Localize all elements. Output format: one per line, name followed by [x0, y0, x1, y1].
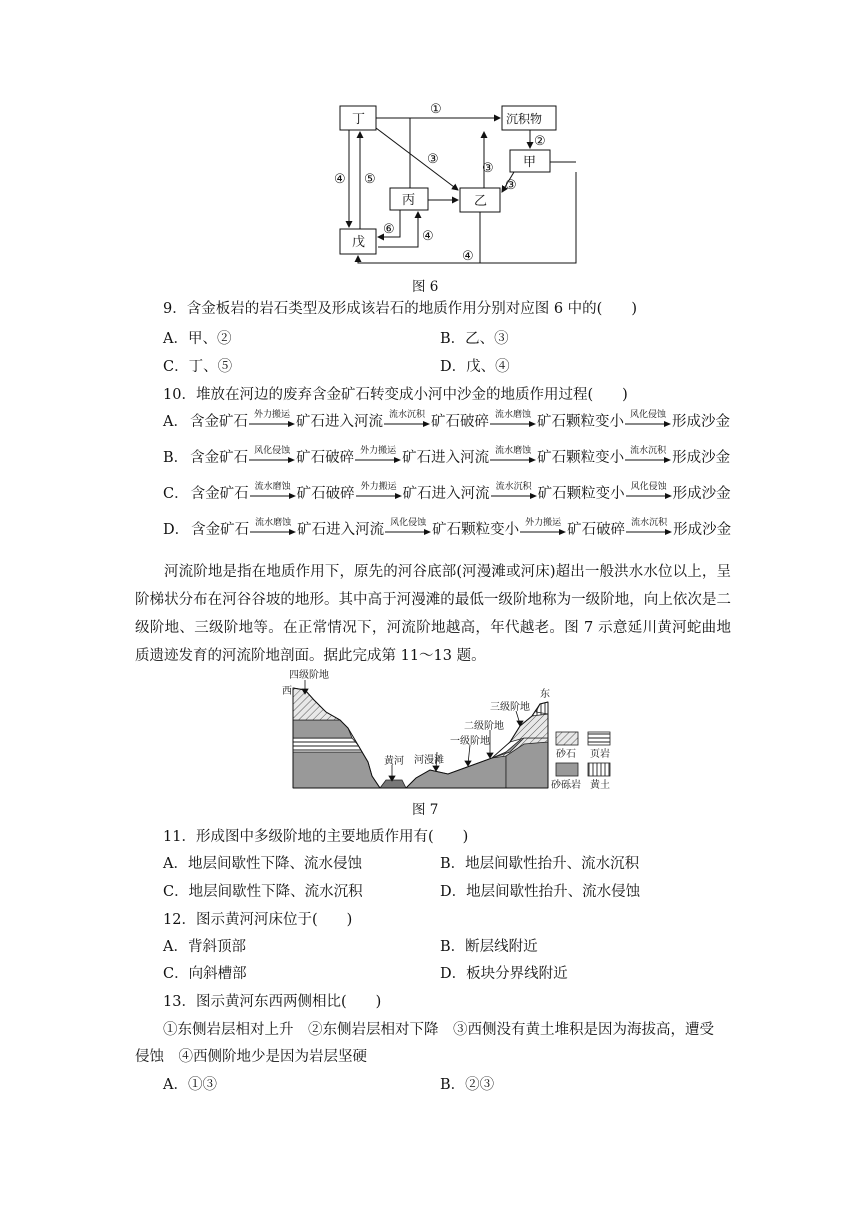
arrow-label-6: ⑥	[383, 222, 395, 237]
option-letter: C．	[163, 486, 189, 502]
figure-7-diagram	[280, 668, 620, 796]
arrow-label-3a: ③	[505, 178, 517, 193]
flow-step: 矿石进入河流	[297, 522, 385, 538]
process-label: 风化侵蚀	[390, 518, 427, 528]
q13-option-b: B．②③	[440, 1077, 495, 1093]
legend-swatch-loess	[588, 763, 610, 776]
process-label: 外力搬运	[525, 518, 562, 528]
arrow-label-3b: ③	[427, 152, 439, 167]
label-jia: 甲	[523, 155, 537, 170]
q13-option-a: A．①③	[163, 1077, 217, 1093]
label-sediment: 沉积物	[506, 112, 543, 126]
flow-step: 含金矿石	[189, 414, 248, 430]
process-label: 外力搬运	[360, 446, 397, 456]
process-arrow	[385, 518, 431, 536]
arrow-right-icon	[249, 456, 295, 464]
q13-statements-line1: ①东侧岩层相对上升 ②东侧岩层相对下降 ③西侧没有黄土堆积是因为海拔高，遭受	[163, 1022, 714, 1038]
flow-step: 矿石进入河流	[402, 450, 490, 466]
flow-step: 矿石破碎	[567, 522, 626, 538]
process-arrow	[250, 482, 296, 500]
legend-swatch-sandstone	[556, 732, 578, 745]
flow-step: 形成沙金	[672, 486, 731, 502]
process-label: 流水沉积	[388, 410, 425, 420]
process-label: 流水磨蚀	[494, 410, 531, 420]
process-arrow	[625, 446, 671, 464]
arrow-label-4b: ④	[422, 229, 434, 244]
arrow-right-icon	[490, 456, 536, 464]
process-label: 风化侵蚀	[629, 410, 666, 420]
label-terrace3: 三级阶地	[490, 702, 530, 713]
label-river: 黄河	[384, 756, 404, 767]
arrow-right-icon	[356, 492, 402, 500]
arrow-right-icon	[250, 528, 296, 536]
process-arrow	[249, 446, 295, 464]
q12-option-d: D．板块分界线附近	[440, 966, 568, 982]
question-13-stem: 13．图示黄河东西两侧相比( )	[163, 994, 382, 1010]
legend-conglomerate: 砂砾岩	[551, 780, 581, 791]
process-label: 流水磨蚀	[255, 518, 292, 528]
label-floodplain: 河漫滩	[414, 755, 444, 766]
process-label: 流水沉积	[495, 482, 532, 492]
q11-option-a: A．地层间歇性下降、流水侵蚀	[163, 856, 362, 872]
arrow-label-2: ②	[534, 134, 546, 149]
question-10-stem: 10．堆放在河边的废弃含金矿石转变成小河中沙金的地质作用过程( )	[163, 387, 628, 403]
arrow-right-icon	[626, 492, 672, 500]
flow-step: 矿石颗粒变小	[536, 414, 624, 430]
process-label: 流水磨蚀	[495, 446, 532, 456]
arrow-right-icon	[249, 420, 295, 428]
process-label: 风化侵蚀	[254, 446, 291, 456]
legend-swatch-shale	[588, 732, 610, 745]
arrow-label-3c: ③	[482, 161, 494, 176]
q11-option-c: C．地层间歇性下降、流水沉积	[163, 884, 363, 900]
q13-statements-line2: 侵蚀 ④西侧阶地少是因为岩层坚硬	[135, 1049, 367, 1065]
process-label: 流水磨蚀	[254, 482, 291, 492]
process-arrow	[626, 518, 672, 536]
figure-6-diagram	[330, 98, 590, 270]
arrow-right-icon	[491, 492, 537, 500]
figure-7-caption: 图 7	[412, 802, 439, 818]
process-label: 流水沉积	[631, 518, 668, 528]
flow-step: 矿石破碎	[430, 414, 489, 430]
flow-step: 形成沙金	[673, 522, 732, 538]
arrow-right-icon	[385, 528, 431, 536]
legend-loess: 黄土	[590, 780, 610, 791]
flow-step: 形成沙金	[672, 450, 731, 466]
arrow-right-icon	[626, 528, 672, 536]
process-arrow	[249, 410, 295, 428]
process-arrow	[384, 410, 430, 428]
flow-step: 含金矿石	[190, 450, 249, 466]
process-arrow	[626, 482, 672, 500]
q12-option-b: B．断层线附近	[440, 939, 538, 955]
legend-shale: 页岩	[590, 749, 610, 760]
legend-swatch-conglomerate	[556, 763, 578, 776]
process-arrow	[356, 482, 402, 500]
arrow-right-icon	[250, 492, 296, 500]
q11-option-b: B．地层间歇性抬升、流水沉积	[440, 856, 640, 872]
arrow-right-icon	[384, 420, 430, 428]
q9-option-d: D．戊、④	[440, 359, 510, 375]
option-letter: D．	[163, 522, 190, 538]
q10-option-d	[163, 518, 731, 539]
process-arrow	[355, 446, 401, 464]
process-arrow	[491, 482, 537, 500]
process-arrow	[490, 410, 536, 428]
legend-sandstone: 砂石	[556, 749, 576, 760]
option-letter: A．	[163, 414, 188, 430]
flow-step: 矿石进入河流	[295, 414, 383, 430]
arrow-right-icon	[490, 420, 536, 428]
label-yi: 乙	[474, 194, 488, 209]
process-label: 外力搬运	[253, 410, 290, 420]
label-ding: 丁	[352, 112, 366, 127]
option-letter: B．	[163, 450, 189, 466]
q10-option-c	[163, 482, 731, 503]
flow-step: 含金矿石	[190, 486, 249, 502]
flow-step: 矿石颗粒变小	[537, 486, 625, 502]
flow-step: 矿石进入河流	[402, 486, 490, 502]
passage-text: 河流阶地是指在地质作用下，原先的河谷底部(河漫滩或河床)超出一般洪水水位以上，呈阶梯状分布在河谷谷坡的地形。其中高于河漫滩的最低一级阶地称为一级阶地，向上依次是二级阶地、三级阶地等。在正常情况下，河流阶地越高，年代越老。图 7 示意延川黄河蛇曲地质遗迹发育的河流阶地剖面。据此完成第 11～13 题。	[135, 564, 731, 664]
flow-step: 形成沙金	[671, 414, 730, 430]
process-label: 外力搬运	[360, 482, 397, 492]
label-terrace4: 四级阶地	[289, 670, 329, 681]
label-east: 东	[540, 689, 550, 700]
arrow-label-4c: ④	[462, 249, 474, 264]
arrow-right-icon	[625, 456, 671, 464]
flow-step: 矿石颗粒变小	[432, 522, 520, 538]
question-11-stem: 11．形成图中多级阶地的主要地质作用有( )	[163, 829, 469, 845]
label-west: 西	[282, 686, 292, 697]
arrow-label-4a: ④	[334, 172, 346, 187]
q12-option-c: C．向斜槽部	[163, 966, 247, 982]
question-9-stem: 9．含金板岩的岩石类型及形成该岩石的地质作用分别对应图 6 中的( )	[163, 301, 637, 317]
process-label: 流水沉积	[630, 446, 667, 456]
arrow-right-icon	[355, 456, 401, 464]
flow-step: 含金矿石	[191, 522, 250, 538]
q10-option-b	[163, 446, 730, 467]
q9-option-a: A．甲、②	[163, 331, 232, 347]
label-terrace2: 二级阶地	[464, 721, 504, 732]
q9-option-b: B．乙、③	[440, 331, 509, 347]
figure-6-caption: 图 6	[412, 279, 439, 295]
process-arrow	[520, 518, 566, 536]
q9-option-c: C．丁、⑤	[163, 359, 233, 375]
arrow-label-5: ⑤	[364, 172, 376, 187]
flow-step: 矿石破碎	[296, 486, 355, 502]
q12-option-a: A．背斜顶部	[163, 939, 246, 955]
arrow-label-1: ①	[430, 102, 442, 117]
q11-option-d: D．地层间歇性抬升、流水侵蚀	[440, 884, 641, 900]
question-12-stem: 12．图示黄河河床位于( )	[163, 912, 353, 928]
label-terrace1: 一级阶地	[450, 736, 490, 747]
process-arrow	[250, 518, 296, 536]
arrow-right-icon	[625, 420, 671, 428]
flow-step: 矿石破碎	[296, 450, 355, 466]
process-label: 风化侵蚀	[630, 482, 667, 492]
process-arrow	[490, 446, 536, 464]
process-arrow	[625, 410, 671, 428]
label-wu: 戊	[352, 235, 366, 250]
q10-option-a	[163, 410, 730, 431]
label-bing: 丙	[402, 193, 416, 208]
flow-step: 矿石颗粒变小	[537, 450, 625, 466]
arrow-right-icon	[520, 528, 566, 536]
